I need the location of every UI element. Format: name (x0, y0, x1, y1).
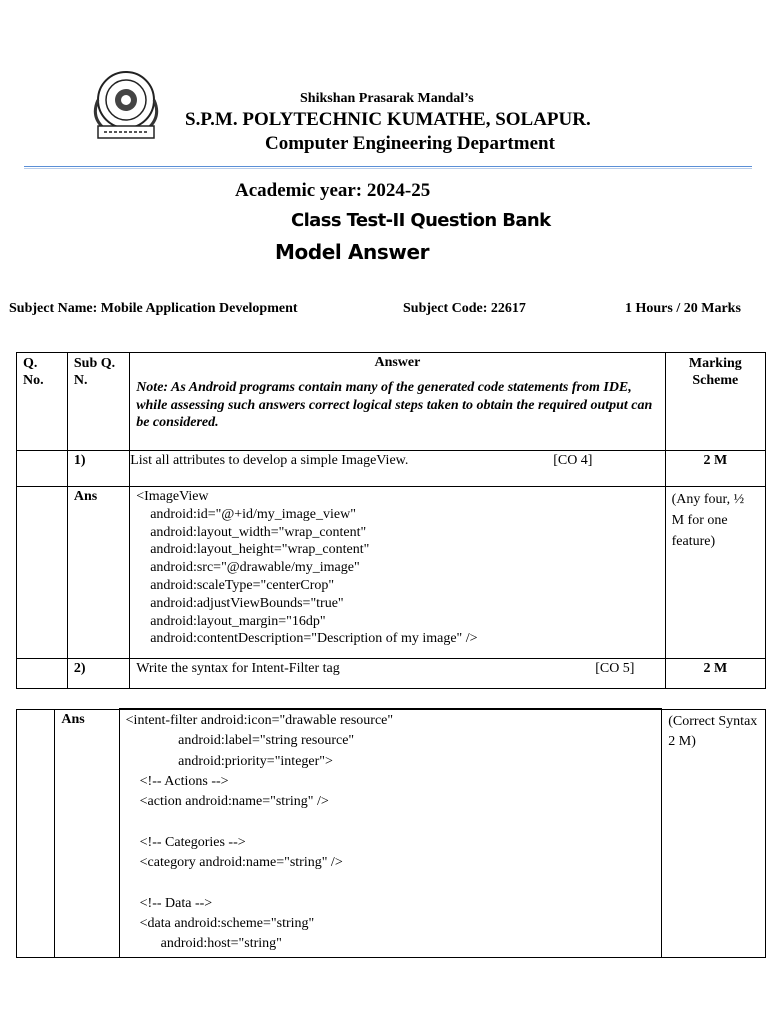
q2-code-block (126, 711, 656, 955)
q1-ans-label: Ans (67, 487, 129, 659)
org-line: Shikshan Prasarak Mandal’s (300, 91, 474, 106)
code-line: android:contentDescription="Description of my image" /> (136, 631, 478, 647)
code-line: <!-- Actions --> (125, 773, 229, 789)
q1-question-text: List all attributes to develop a simple ImageView. (130, 453, 409, 468)
answer-row-1 (17, 487, 766, 659)
header-qno: Q. No. (17, 353, 68, 451)
q2-co: [CO 5] (595, 661, 635, 676)
q1-scheme: (Any four, ½ M for one feature) (665, 487, 765, 659)
q1-marks: 2 M (665, 451, 765, 487)
code-line: <data android:scheme="string" (125, 915, 315, 931)
q2-question-text: Write the syntax for Intent-Filter tag (136, 661, 340, 676)
q1-co: [CO 4] (553, 453, 593, 468)
table-header-row (17, 353, 766, 451)
code-line (126, 873, 656, 893)
code-line: <!-- Categories --> (125, 834, 246, 850)
header-subq: Sub Q. N. (67, 353, 129, 451)
college-name: S.P.M. POLYTECHNIC KUMATHE, SOLAPUR. (185, 109, 591, 130)
code-line: <!-- Data --> (125, 895, 213, 911)
q2-number: 2) (67, 659, 129, 689)
document-type: Model Answer (275, 240, 430, 264)
code-line: <intent-filter android:icon="drawable resource" (125, 713, 394, 728)
code-line: android:layout_margin="16dp" (136, 613, 326, 629)
code-line: android:layout_height="wrap_content" (136, 542, 370, 558)
q1-number: 1) (67, 451, 129, 487)
q2-question-cell (130, 659, 665, 689)
college-logo (84, 70, 168, 144)
subject-code: Subject Code: 22617 (403, 301, 526, 316)
q2-ans-label: Ans (55, 709, 119, 957)
exam-duration: 1 Hours / 20 Marks (625, 301, 741, 316)
code-line: android:adjustViewBounds="true" (136, 595, 344, 611)
academic-year: Academic year: 2024-25 (235, 180, 431, 201)
code-line: android:priority="integer"> (125, 753, 333, 769)
question-row-1 (17, 451, 766, 487)
q1-answer-code (130, 487, 665, 659)
code-line: android:id="@+id/my_image_view" (136, 506, 356, 522)
code-line: android:scaleType="centerCrop" (136, 577, 335, 593)
code-line: <category android:name="string" /> (125, 855, 343, 871)
answer-table-2 (16, 708, 766, 958)
header-divider-shadow (24, 168, 752, 169)
q1-code-block (136, 488, 658, 648)
q2-marks: 2 M (665, 659, 765, 689)
answer-table-1 (16, 352, 766, 689)
code-line (126, 812, 656, 832)
q2-answer-code (119, 709, 662, 957)
header-answer: Answer (374, 355, 421, 370)
code-line: <ImageView (136, 489, 209, 504)
header-marking: Marking Scheme (665, 353, 765, 451)
code-line: android:label="string resource" (125, 733, 355, 749)
subject-name: Subject Name: Mobile Application Development (9, 301, 298, 316)
code-line: android:layout_width="wrap_content" (136, 524, 367, 540)
department-name: Computer Engineering Department (265, 133, 555, 154)
header-divider (24, 166, 752, 167)
code-line: android:host="string" (125, 936, 282, 952)
code-line: android:src="@drawable/my_image" (136, 560, 360, 576)
answer-row-2 (17, 709, 766, 957)
code-line: <action android:name="string" /> (125, 794, 329, 810)
header-answer-cell (130, 353, 665, 451)
test-title: Class Test-II Question Bank (291, 210, 551, 231)
assessment-note: Note: As Android programs contain many of the generated code statements from IDE, while assessing such answers correct logical steps taken to obtain the required output can be considered. (136, 380, 653, 430)
question-row-2 (17, 659, 766, 689)
q1-question-cell (130, 451, 665, 487)
q2-scheme: (Correct Syntax 2 M) (662, 709, 766, 957)
